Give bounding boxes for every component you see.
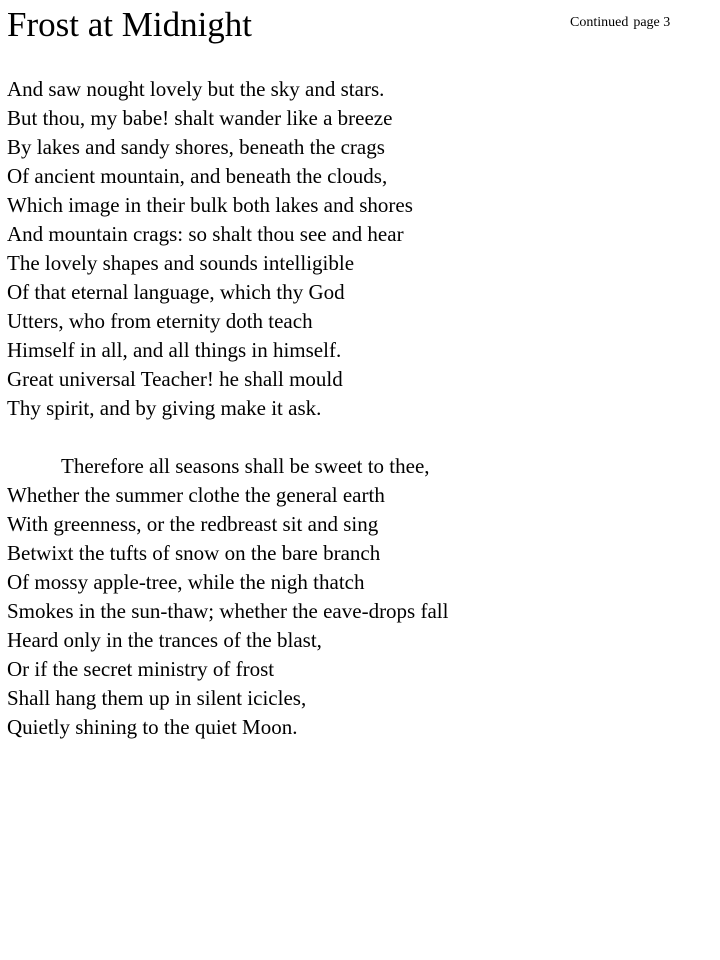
poem-line: Of that eternal language, which thy God — [7, 280, 345, 304]
poem-line: Utters, who from eternity doth teach — [7, 309, 313, 333]
poem-line: Of ancient mountain, and beneath the clouds, — [7, 164, 388, 188]
poem-line: Himself in all, and all things in himself. — [7, 338, 342, 362]
poem-line: By lakes and sandy shores, beneath the crags — [7, 135, 385, 159]
stanza-2 — [7, 452, 707, 742]
poem-line: Great universal Teacher! he shall mould — [7, 367, 343, 391]
poem-line: But thou, my babe! shalt wander like a breeze — [7, 106, 393, 130]
poem-line: Or if the secret ministry of frost — [7, 657, 275, 681]
poem-body — [7, 75, 707, 742]
page-number: page 3 — [633, 15, 671, 30]
poem-line: Whether the summer clothe the general earth — [7, 483, 385, 507]
poem-line: Of mossy apple-tree, while the nigh thatch — [7, 570, 365, 594]
poem-line: Thy spirit, and by giving make it ask. — [7, 396, 322, 420]
continued-page-note — [570, 14, 670, 32]
poem-line: Betwixt the tufts of snow on the bare branch — [7, 541, 381, 565]
poem-line: And saw nought lovely but the sky and stars. — [7, 77, 385, 101]
poem-line: And mountain crags: so shalt thou see and hear — [7, 222, 404, 246]
poem-line: With greenness, or the redbreast sit and sing — [7, 512, 379, 536]
poem-line-indented: Therefore all seasons shall be sweet to thee, — [61, 454, 430, 478]
poem-line: Quietly shining to the quiet Moon. — [7, 715, 298, 739]
continued-label: Continued — [570, 15, 629, 30]
poem-line: The lovely shapes and sounds intelligible — [7, 251, 355, 275]
page-title: Frost at Midnight — [7, 5, 253, 44]
poem-line: Which image in their bulk both lakes and shores — [7, 193, 413, 217]
poem-line: Shall hang them up in silent icicles, — [7, 686, 307, 710]
poem-line: Heard only in the trances of the blast, — [7, 628, 322, 652]
poem-line: Smokes in the sun-thaw; whether the eave-drops fall — [7, 599, 449, 623]
stanza-1 — [7, 75, 707, 423]
